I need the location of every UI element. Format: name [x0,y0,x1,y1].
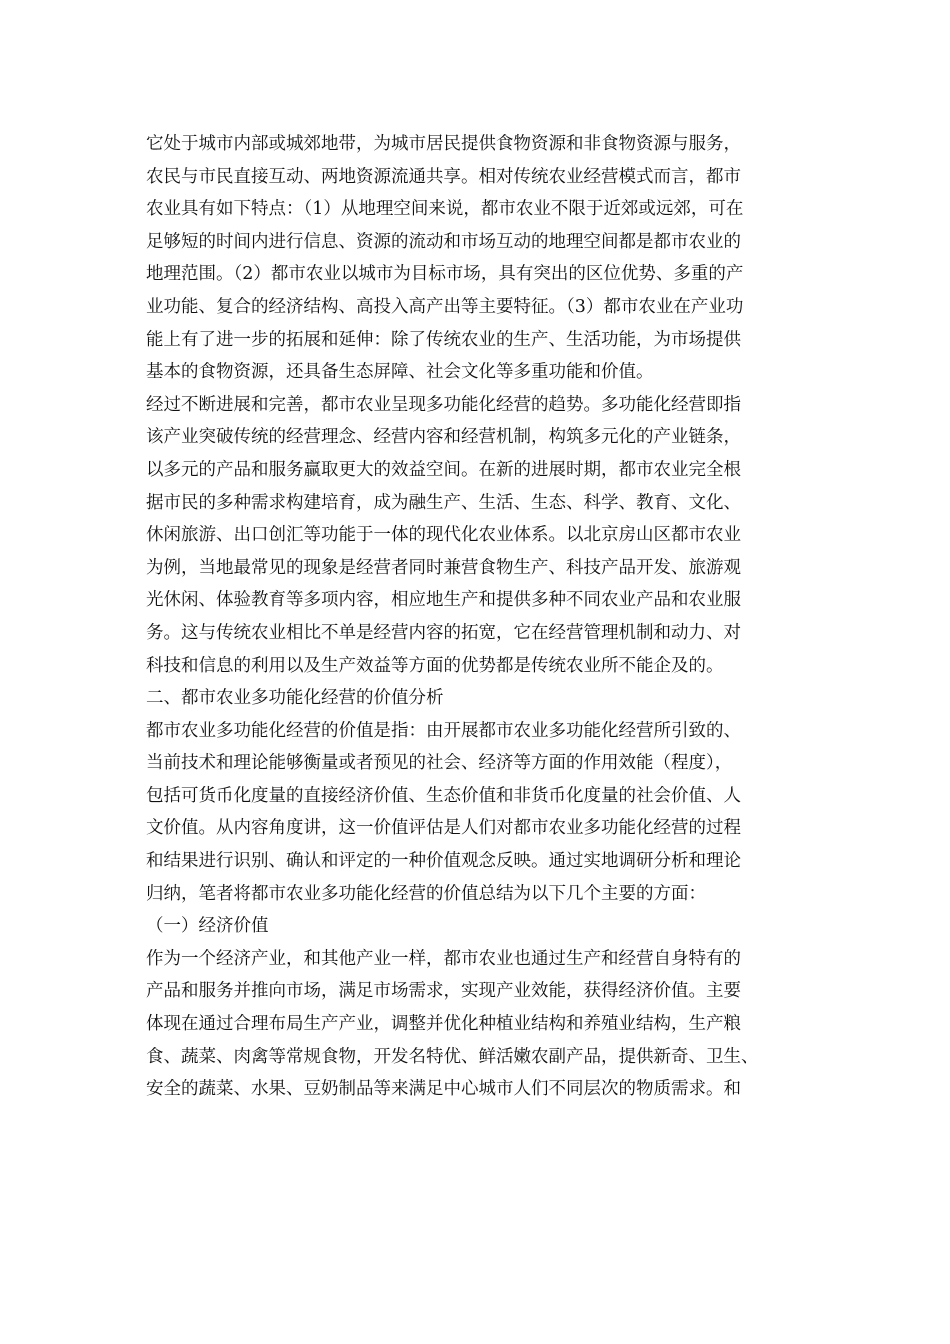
text-line: 农民与市民直接互动、两地资源流通共享。相对传统农业经营模式而言，都市 [146,166,741,187]
text-line: 它处于城市内部或城郊地带，为城市居民提供食物资源和非食物资源与服务， [146,134,741,154]
text-line: 据市民的多种需求构建培育，成为融生产、生活、生态、科学、教育、文化、 [146,492,741,513]
text-line: 经过不断进展和完善，都市农业呈现多功能化经营的趋势。多功能化经营即指 [146,394,741,415]
text-line: 当前技术和理论能够衡量或者预见的社会、经济等方面的作用效能（程度）， [146,753,733,774]
text-line: 业功能、复合的经济结构、高投入高产出等主要特征。（3）都市农业在产业功 [146,296,744,317]
text-line: 体现在通过合理布局生产产业，调整并优化种植业结构和养殖业结构，生产粮 [146,1014,741,1035]
text-line: 足够短的时间内进行信息、资源的流动和市场互动的地理空间都是都市农业的 [146,231,741,252]
text-line: 地理范围。（2）都市农业以城市为目标市场，具有突出的区位优势、多重的产 [146,264,744,285]
text-line: 和结果进行识别、确认和评定的一种价值观念反映。通过实地调研分析和理论 [146,851,741,872]
text-line: 基本的食物资源，还具备生态屏障、社会文化等多重功能和价值。 [146,362,654,383]
document-body [146,128,816,1106]
text-line: 光休闲、体验教育等多项内容，相应地生产和提供多种不同农业产品和农业服 [146,590,741,611]
text-line: 产品和服务并推向市场，满足市场需求，实现产业效能，获得经济价值。主要 [146,981,741,1002]
text-line: 文价值。从内容角度讲，这一价值评估是人们对都市农业多功能化经营的过程 [146,818,741,839]
text-line: 归纳，笔者将都市农业多功能化经营的价值总结为以下几个主要的方面： [146,883,706,904]
text-line: 都市农业多功能化经营的价值是指：由开展都市农业多功能化经营所引致的、 [146,720,741,741]
text-line: 务。这与传统农业相比不单是经营内容的拓宽，它在经营管理机制和动力、对 [146,622,741,643]
text-line: 该产业突破传统的经营理念、经营内容和经营机制，构筑多元化的产业链条， [146,427,741,448]
text-line: 包括可货币化度量的直接经济价值、生态价值和非货币化度量的社会价值、人 [146,785,741,806]
subsection-heading-economic-value: （一）经济价值 [146,916,269,937]
paragraph-value-definition [146,715,816,911]
text-line: 能上有了进一步的拓展和延伸：除了传统农业的生产、生活功能，为市场提供 [146,329,741,350]
text-line: 为例，当地最常见的现象是经营者同时兼营食物生产、科技产品开发、旅游观 [146,557,741,578]
text-line: 作为一个经济产业，和其他产业一样，都市农业也通过生产和经营自身特有的 [146,948,741,969]
text-line: 安全的蔬菜、水果、豆奶制品等来满足中心城市人们不同层次的物质需求。和 [146,1079,741,1100]
text-line: 食、蔬菜、肉禽等常规食物，开发名特优、鲜活嫩农副产品，提供新奇、卫生、 [146,1046,759,1067]
section-heading-value-analysis: 二、都市农业多功能化经营的价值分析 [146,688,444,709]
paragraph-economic-value [146,943,816,1106]
text-line: 农业具有如下特点：（1）从地理空间来说，都市农业不限于近郊或远郊，可在 [146,199,744,220]
text-line: 休闲旅游、出口创汇等功能于一体的现代化农业体系。以北京房山区都市农业 [146,525,741,546]
paragraph-urban-agriculture-features [146,128,816,389]
paragraph-multifunctional-trend [146,389,816,682]
text-line: 科技和信息的利用以及生产效益等方面的优势都是传统农业所不能企及的。 [146,655,724,676]
text-line: 以多元的产品和服务赢取更大的效益空间。在新的进展时期，都市农业完全根 [146,459,741,480]
